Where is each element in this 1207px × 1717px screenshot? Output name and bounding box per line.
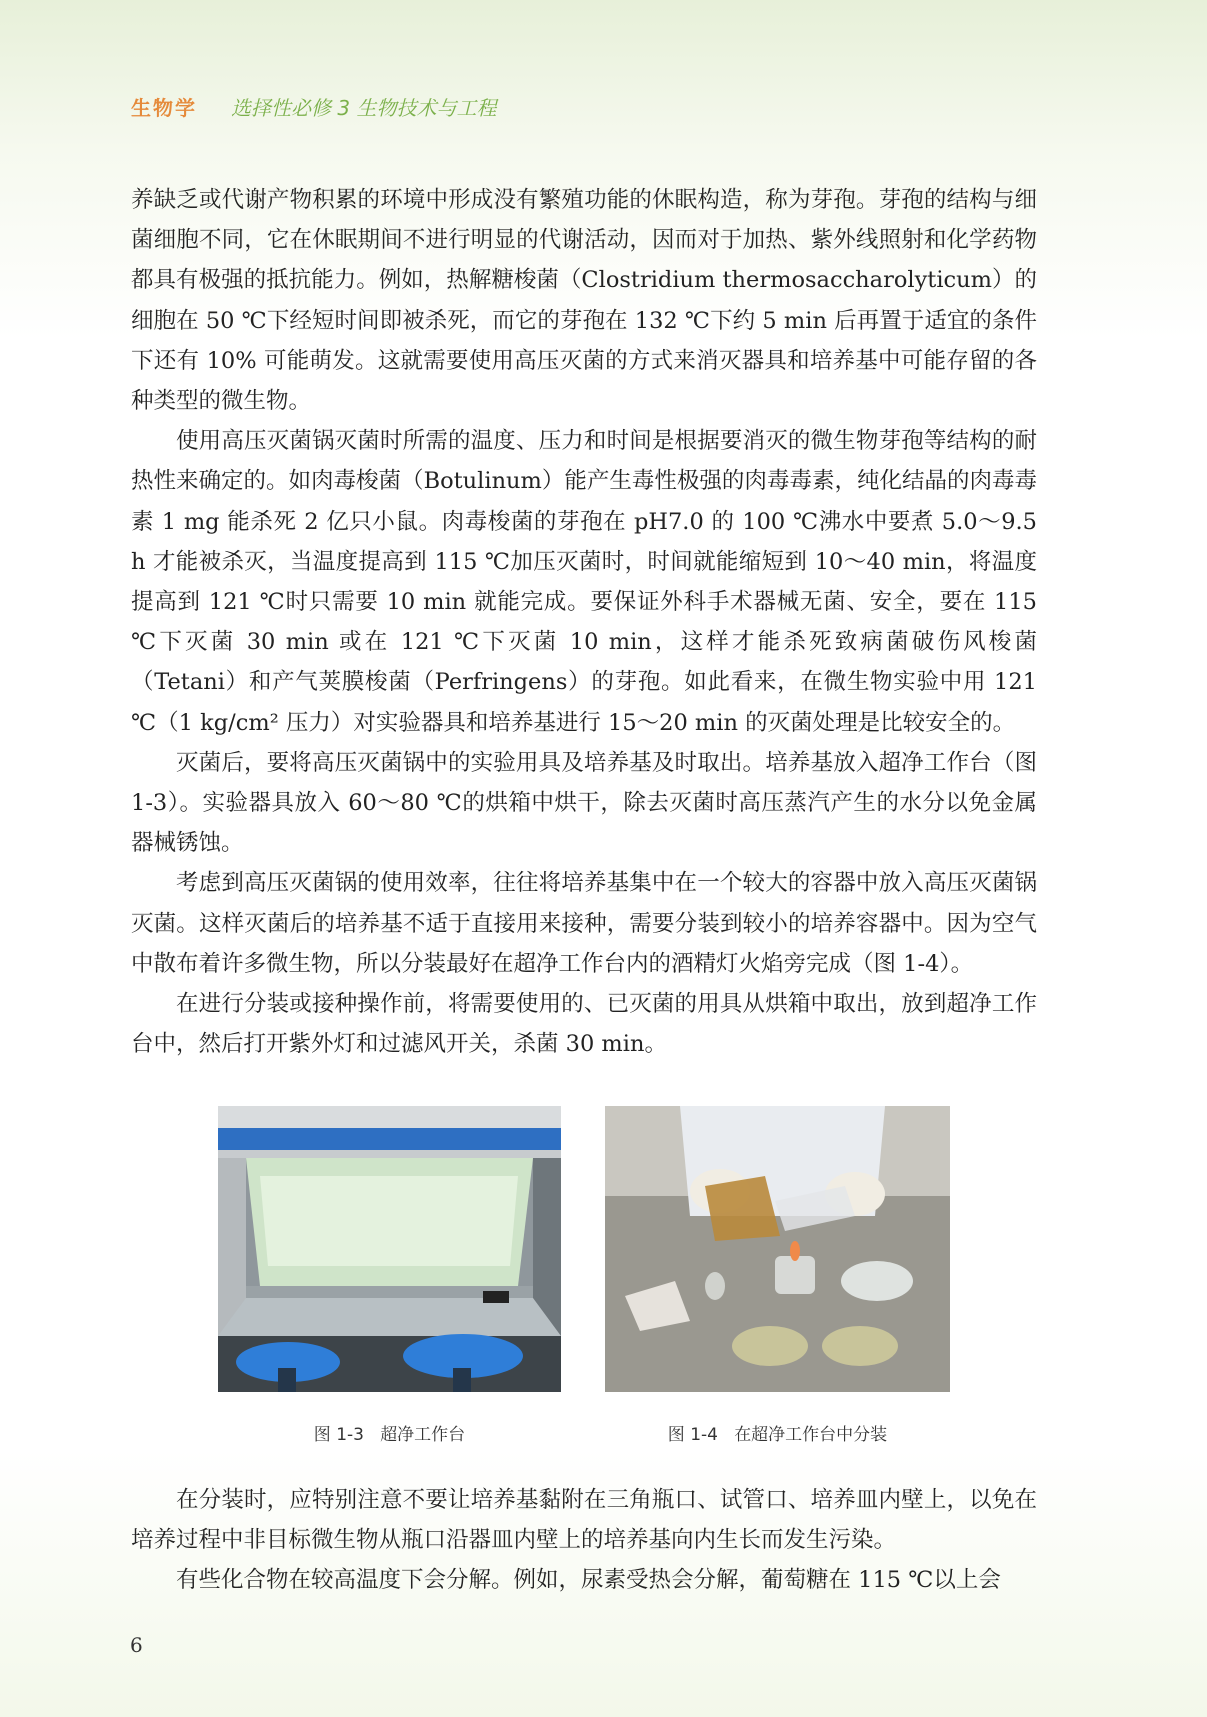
running-header (131, 92, 496, 121)
figure-dispensing (605, 1106, 950, 1445)
header-book-title: 选择性必修 3 生物技术与工程 (231, 96, 497, 120)
paragraph-2: 使用高压灭菌锅灭菌时所需的温度、压力和时间是根据要消灭的微生物芽孢等结构的耐热性来确定的。如肉毒梭菌（Botulinum）能产生毒性极强的肉毒毒素，纯化结晶的肉毒毒素 1 mg 能杀死 2 亿只小鼠。肉毒梭菌的芽孢在 pH7.0 的 100 ℃沸水中要煮 5.0～9.5 h 才能被杀灭，当温度提高到 115 ℃加压灭菌时，时间就能缩短到 10～40 min，将温度提高到 121 ℃时只需要 10 min 就能完成。要保证外科手术器械无菌、安全，要在 115 ℃下灭菌 30 min 或在 121 ℃下灭菌 10 min，这样才能杀死致病菌破伤风梭菌（Tetani）和产气荚膜梭菌（Perfringens）的芽孢。如此看来，在微生物实验中用 121 ℃（1 kg/cm² 压力）对实验器具和培养基进行 15～20 min 的灭菌处理是比较安全的。 (131, 428, 1037, 736)
figure-clean-bench (218, 1106, 561, 1445)
figure-title: 超净工作台 (380, 1425, 466, 1445)
clean-bench-photo (218, 1106, 561, 1392)
figure-caption (605, 1420, 950, 1445)
figure-title: 在超净工作台中分装 (734, 1425, 888, 1445)
paragraph-4: 考虑到高压灭菌锅的使用效率，往往将培养基集中在一个较大的容器中放入高压灭菌锅灭菌。这样灭菌后的培养基不适于直接用来接种，需要分装到较小的培养容器中。因为空气中散布着许多微生物，所以分装最好在超净工作台内的酒精灯火焰旁完成（图 1-4）。 (131, 870, 1037, 977)
body-text-bottom (131, 1480, 1037, 1601)
dispensing-photo (605, 1106, 950, 1392)
paragraph-5: 在进行分装或接种操作前，将需要使用的、已灭菌的用具从烘箱中取出，放到超净工作台中，然后打开紫外灯和过滤风开关，杀菌 30 min。 (131, 991, 1037, 1058)
page-number: 6 (130, 1633, 143, 1657)
body-text-top (131, 180, 1037, 1064)
header-subject: 生物学 (131, 96, 197, 120)
paragraph-3: 灭菌后，要将高压灭菌锅中的实验用具及培养基及时取出。培养基放入超净工作台（图 1-3）。实验器具放入 60～80 ℃的烘箱中烘干，除去灭菌时高压蒸汽产生的水分以免金属器械锈蚀。 (131, 749, 1037, 857)
figure-label: 图 1-4 (667, 1425, 718, 1445)
figure-label: 图 1-3 (313, 1425, 364, 1445)
figure-caption (218, 1420, 561, 1445)
paragraph-7: 有些化合物在较高温度下会分解。例如，尿素受热会分解，葡萄糖在 115 ℃以上会 (176, 1567, 1001, 1594)
paragraph-6: 在分装时，应特别注意不要让培养基黏附在三角瓶口、试管口、培养皿内壁上，以免在培养过程中非目标微生物从瓶口沿器皿内壁上的培养基向内生长而发生污染。 (131, 1487, 1037, 1554)
paragraph-1: 养缺乏或代谢产物积累的环境中形成没有繁殖功能的休眠构造，称为芽孢。芽孢的结构与细菌细胞不同，它在休眠期间不进行明显的代谢活动，因而对于加热、紫外线照射和化学药物都具有极强的抵抗能力。例如，热解糖梭菌（Clostridium thermosaccharolyticum）的细胞在 50 ℃下经短时间即被杀死，而它的芽孢在 132 ℃下约 5 min 后再置于适宜的条件下还有 10% 可能萌发。这就需要使用高压灭菌的方式来消灭器具和培养基中可能存留的各种类型的微生物。 (131, 187, 1037, 415)
